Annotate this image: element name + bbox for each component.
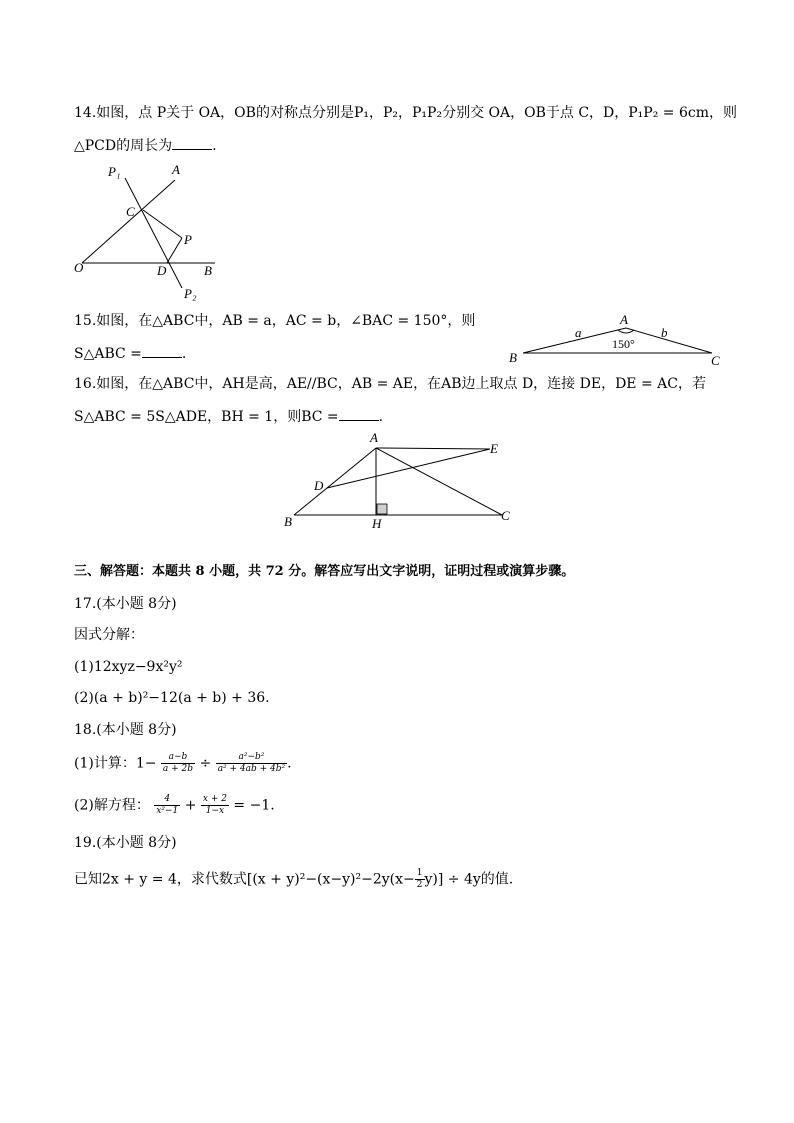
q14-label-p: P <box>184 232 192 247</box>
q16-label-c: C <box>501 508 510 523</box>
q18-frac3-numerator: 4 <box>154 794 180 806</box>
q15-label-b: B <box>509 350 517 365</box>
q18-part1-prefix: (1)计算：1− <box>74 755 157 772</box>
q14-label-p1: P₁ <box>108 164 121 179</box>
q19-text-prefix: 已知2x + y = 4，求代数式[(x + y)²−(x−y)²−2y(x− <box>74 871 415 888</box>
q15-line1: 15.如图，在△ABC中，AB = a，AC = b，∠BAC = 150°，则 <box>74 313 476 329</box>
q17-part1: (1)12xyz−9x²y² <box>74 659 183 675</box>
q17-title: 17.(本小题 8分) <box>74 596 177 612</box>
q15-label-side-a: a <box>575 325 582 340</box>
q14-answer-blank <box>172 135 212 150</box>
q14-label-c: C <box>126 204 135 219</box>
q18-part2-prefix: (2)解方程： <box>74 797 150 814</box>
q18-part1 <box>74 752 292 775</box>
q17-intro: 因式分解： <box>74 627 144 643</box>
q16-answer-blank <box>339 406 379 421</box>
q18-fraction-4 <box>201 794 229 817</box>
q14-line2-prefix: △PCD的周长为 <box>74 138 173 154</box>
q18-frac2-numerator: a²−b² <box>216 752 287 764</box>
q16-line1: 16.如图，在△ABC中，AH是高，AE//BC，AB = AE，在AB边上取点 D，连接 DE，DE = AC，若 <box>74 376 706 392</box>
q18-frac4-denominator: 1−x <box>205 806 225 816</box>
q18-frac2-denominator: a² + 4ab + 4b² <box>217 764 286 774</box>
q18-fraction-1 <box>161 752 195 775</box>
q14-line1: 14.如图，点 P关于 OA，OB的对称点分别是P₁，P₂，P₁P₂分别交 OA，OB于点 C，D，P₁P₂ = 6cm，则 <box>74 105 737 121</box>
q16-line2 <box>74 406 383 427</box>
q15-line2-suffix: . <box>181 346 187 362</box>
q18-part2-suffix: = −1. <box>233 797 275 814</box>
q19-title: 19.(本小题 8分) <box>74 835 177 851</box>
q15-label-c: C <box>711 353 720 368</box>
q14-line2-suffix: . <box>212 138 217 154</box>
q14-line2 <box>74 135 217 156</box>
q19-frac-numerator: 1 <box>416 868 423 878</box>
q14-label-o: O <box>74 260 84 275</box>
q16-line2-prefix: S△ABC = 5S△ADE，BH = 1，则BC = <box>74 409 339 425</box>
q17-part2: (2)(a + b)²−12(a + b) + 36. <box>74 690 270 706</box>
q15-label-angle: 150° <box>612 337 635 351</box>
q19-text <box>74 868 513 891</box>
section3-header: 三、解答题：本题共 8 小题，共 72 分。解答应写出文字说明，证明过程或演算步骤。 <box>74 564 575 579</box>
q19-fraction <box>415 868 425 891</box>
q15-figure <box>505 310 725 368</box>
q14-figure <box>70 160 230 305</box>
q15-line2-prefix: S△ABC = <box>74 346 142 362</box>
q18-plus-sign: + <box>184 797 197 814</box>
q16-label-b: B <box>284 514 292 529</box>
q18-frac1-denominator: a + 2b <box>162 764 194 774</box>
q18-part1-suffix: . <box>287 755 292 772</box>
q18-title: 18.(本小题 8分) <box>74 722 177 738</box>
q14-label-b: B <box>204 263 212 278</box>
q16-label-a: A <box>370 430 378 445</box>
q18-frac4-numerator: x + 2 <box>202 794 227 804</box>
q15-answer-blank <box>142 343 182 358</box>
q18-frac3-denominator: x²−1 <box>156 806 179 816</box>
q18-fraction-3 <box>154 794 180 817</box>
q16-label-h: H <box>372 516 382 531</box>
q15-label-a-vertex: A <box>620 312 628 327</box>
q15-label-side-b: b <box>661 325 668 340</box>
q19-frac-denominator: 2 <box>416 880 423 890</box>
q15-line2 <box>74 343 186 364</box>
q14-label-a: A <box>172 162 180 177</box>
q14-label-p2: P₂ <box>184 286 197 301</box>
q18-div-sign: ÷ <box>199 755 212 772</box>
q14-label-d: D <box>157 263 167 278</box>
q18-fraction-2 <box>216 752 287 775</box>
q16-label-d: D <box>314 478 324 493</box>
q16-figure <box>280 428 520 532</box>
q19-text-suffix: y)] ÷ 4y的值. <box>424 871 514 888</box>
q16-line2-suffix: . <box>378 409 384 425</box>
q18-part2 <box>74 794 275 817</box>
q16-label-e: E <box>490 441 498 456</box>
q18-frac1-numerator: a−b <box>161 752 195 764</box>
